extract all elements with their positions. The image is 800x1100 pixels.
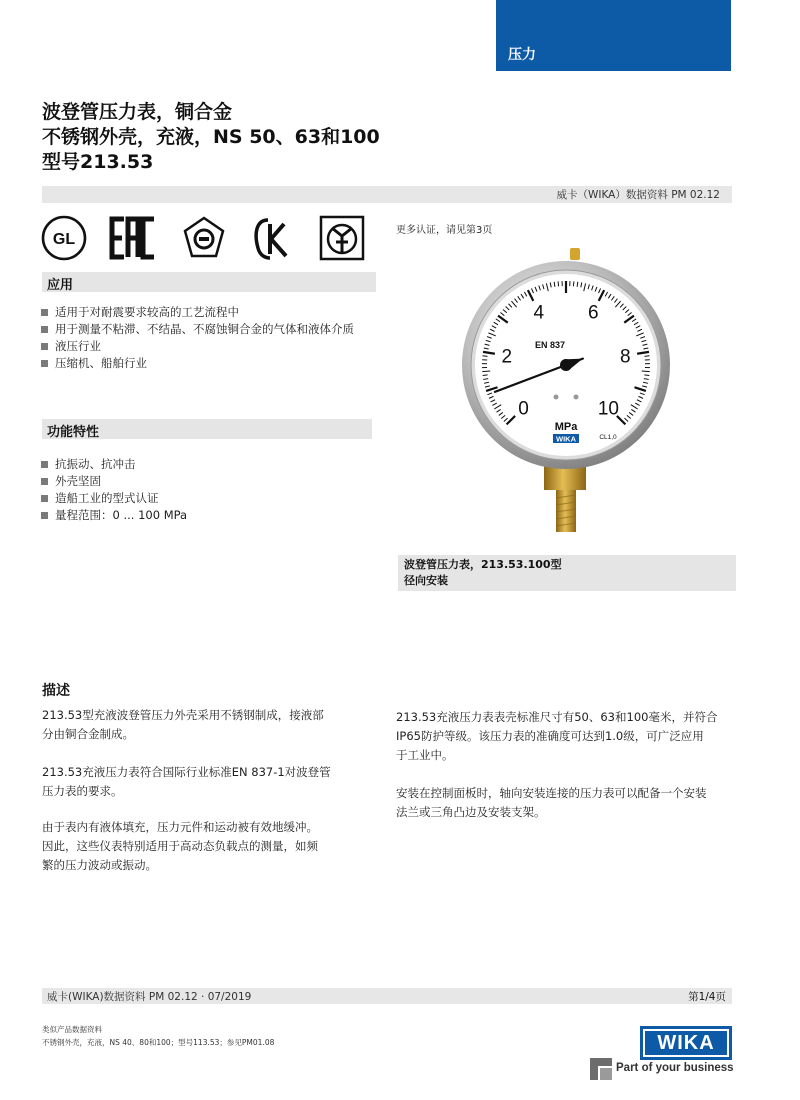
minor-tick: [482, 371, 490, 372]
minor-tick: [577, 282, 578, 287]
related-datasheet-note: [42, 1023, 274, 1049]
text-line: 因此，这些仪表特别适用于高动态负载点的测量，如频: [42, 839, 318, 853]
minor-tick: [642, 371, 650, 372]
gl-mark-text: GL: [52, 231, 76, 248]
scale-label: 8: [619, 346, 631, 368]
datasheet-ref: 威卡（WIKA）数据资料 PM 02.12: [556, 189, 720, 201]
application-heading-bar: [42, 272, 376, 292]
description-heading: 描述: [42, 683, 70, 699]
pressure-gauge-image: [440, 240, 690, 540]
document-title: [42, 100, 502, 175]
page-number: 第1/4页: [688, 991, 726, 1003]
text-line: 213.53充液压力表符合国际行业标准EN 837-1对波登管: [42, 765, 331, 779]
gauge-unit: MPa: [554, 421, 578, 433]
caption-line-2: 径向安装: [404, 574, 448, 587]
tagline: Part of your business: [616, 1062, 734, 1074]
text-line: IP65防护等级。该压力表的准确度可达到1.0级，可广泛应用: [396, 729, 704, 743]
text-line: 于工业中。: [396, 748, 454, 762]
text-line: 安装在控制面板时，轴向安装连接的压力表可以配备一个安装: [396, 786, 707, 800]
scale-label: 0: [518, 398, 529, 420]
list-item: 用于测量不粘滞、不结晶、不腐蚀铜合金的气体和液体介质: [40, 321, 354, 338]
caption-line-1: 波登管压力表，213.53.100型: [404, 558, 562, 571]
gl-mark-icon: [40, 214, 88, 262]
list-item: 适用于对耐震要求较高的工艺流程中: [40, 304, 354, 321]
image-caption: [398, 555, 736, 591]
application-list: [40, 304, 354, 372]
text-line: 压力表的要求。: [42, 784, 123, 798]
gauge-brand: WIKA: [556, 434, 576, 444]
wika-logo-text: WIKA: [643, 1029, 729, 1057]
category-label: 压力: [508, 47, 536, 63]
features-list: [40, 456, 187, 524]
more-certifications-note: 更多认证，请见第3页: [396, 225, 493, 236]
minor-tick: [483, 356, 488, 357]
title-line-3: 型号213.53: [42, 151, 154, 173]
description-left-para-2: [42, 763, 331, 801]
text-line: 213.53充液压力表表壳标准尺寸有50、63和100毫米，并符合: [396, 710, 718, 724]
category-tab: [496, 0, 731, 71]
list-item: 抗振动、抗冲击: [40, 456, 187, 473]
scale-label: 2: [501, 346, 513, 368]
kazakhstan-mark-icon: [248, 214, 296, 262]
text-line: 繁的压力波动或振动。: [42, 858, 157, 872]
fill-plug: [570, 248, 580, 260]
datasheet-ref-bar: [42, 186, 732, 203]
fine-line-1: 类似产品数据资料: [42, 1025, 102, 1034]
application-heading: 应用: [47, 278, 74, 293]
list-item: 造船工业的型式认证: [40, 490, 187, 507]
list-item: 量程范围：0 ... 100 MPa: [40, 507, 187, 524]
text-line: 法兰或三角凸边及安装支架。: [396, 805, 546, 819]
minor-tick: [644, 375, 649, 376]
gauge-accuracy-class: CL1,0: [599, 434, 617, 441]
gost-r-mark-icon: [180, 214, 228, 262]
minor-tick: [483, 375, 488, 376]
text-line: 由于表内有液体填充，压力元件和运动被有效地缓冲。: [42, 820, 318, 834]
text-line: 分由铜合金制成。: [42, 727, 134, 741]
ukraine-mark-icon: [318, 214, 366, 262]
title-line-2: 不锈钢外壳，充液，NS 50、63和100: [42, 126, 380, 148]
description-left-para-1: [42, 706, 324, 744]
list-item: 液压行业: [40, 338, 354, 355]
footer-bar: [42, 988, 732, 1004]
tagline-block: [590, 1058, 735, 1080]
title-line-1: 波登管压力表，铜合金: [42, 101, 233, 123]
fine-line-2: 不锈钢外壳，充液，NS 40、80和100；型号113.53；参见PM01.08: [42, 1038, 275, 1047]
minor-tick: [554, 282, 555, 287]
description-right-para-1: [396, 708, 717, 765]
minor-tick: [645, 356, 650, 357]
gauge-hub: [560, 359, 572, 371]
gauge-standard: EN 837: [534, 340, 566, 350]
list-item: 外壳坚固: [40, 473, 187, 490]
list-item: 压缩机、船舶行业: [40, 355, 354, 372]
description-left-para-3: [42, 818, 318, 875]
scale-label: 10: [597, 398, 619, 420]
features-heading-bar: [42, 419, 372, 439]
scale-label: 6: [587, 302, 599, 324]
text-line: 213.53型充液波登管压力外壳采用不锈钢制成，接液部: [42, 708, 324, 722]
scale-label: 4: [533, 302, 545, 324]
description-right-para-2: [396, 784, 707, 822]
eac-mark-icon: [108, 214, 156, 262]
wika-logo: [640, 1026, 732, 1060]
tagline-mark-icon: [590, 1058, 612, 1080]
footer-ref: 威卡(WIKA)数据资料 PM 02.12 · 07/2019: [47, 991, 252, 1003]
features-heading: 功能特性: [47, 425, 100, 440]
